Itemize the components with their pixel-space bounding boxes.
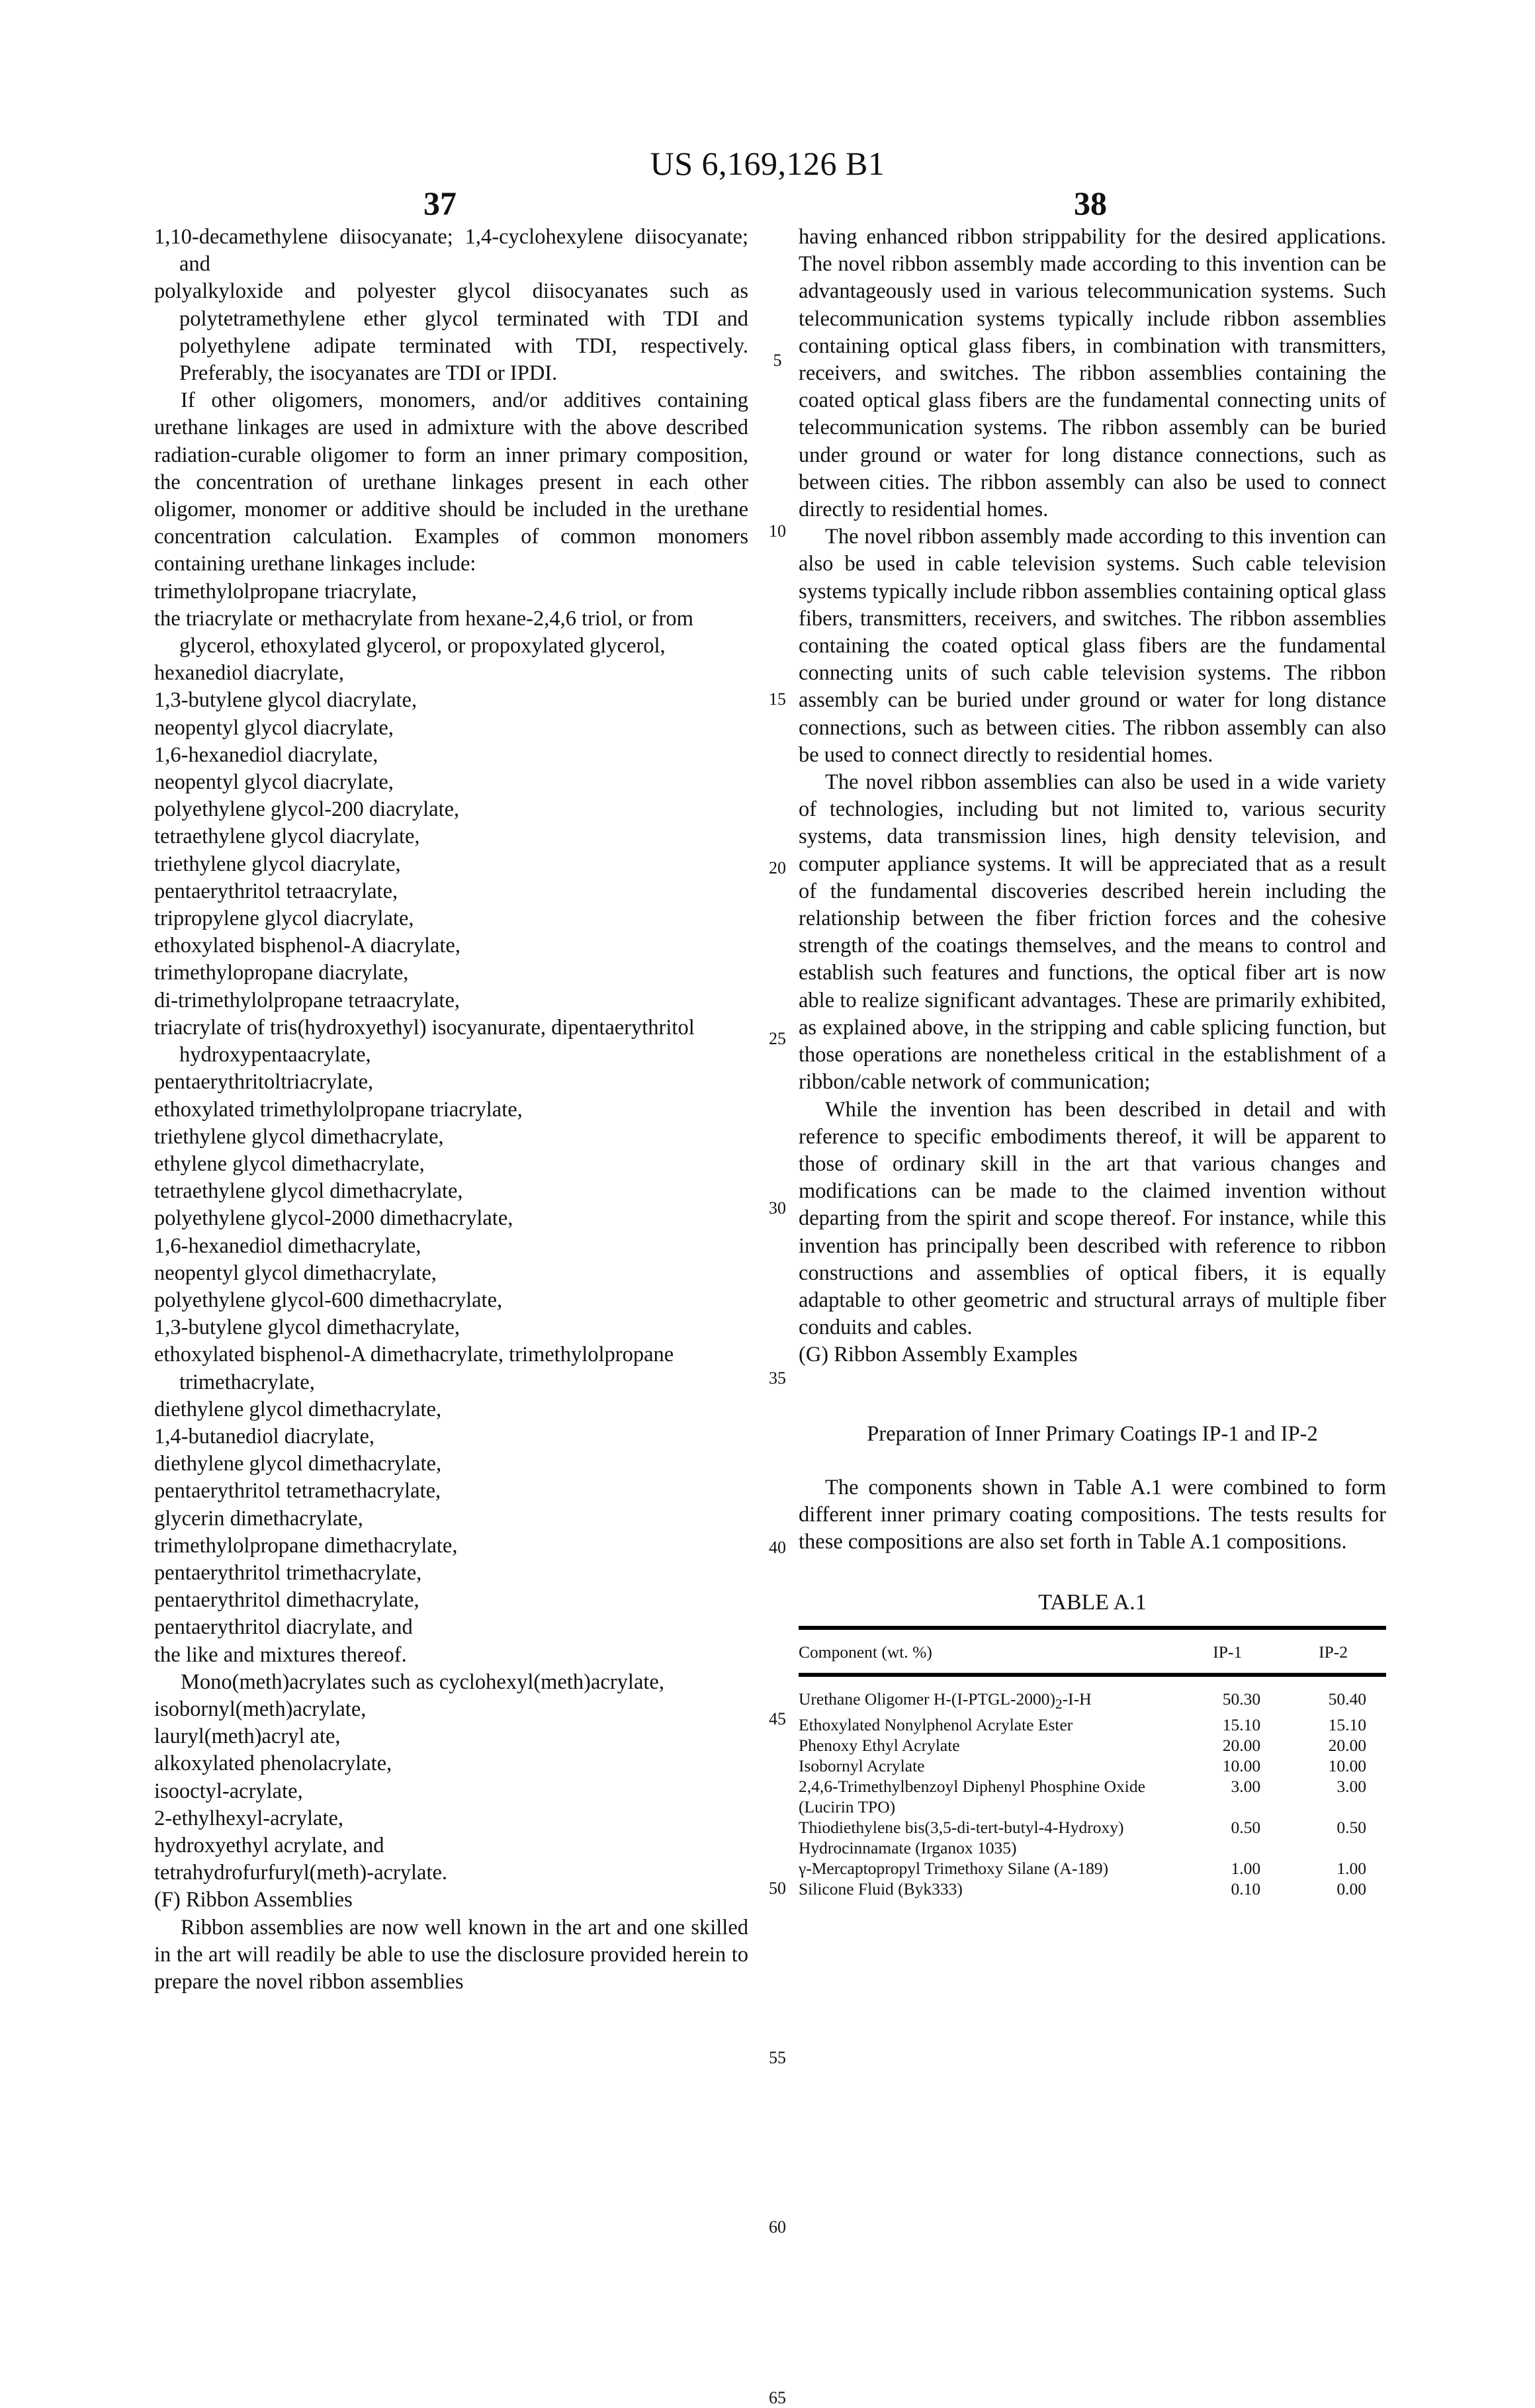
cell-ip1: 3.00 bbox=[1231, 1776, 1261, 1796]
table-row bbox=[799, 1776, 1386, 1817]
list-item: pentaerythritol trimethacrylate, bbox=[154, 1560, 422, 1585]
table-row bbox=[799, 1879, 1386, 1899]
cell-ip2: 50.40 bbox=[1328, 1689, 1366, 1709]
table-row bbox=[799, 1735, 1386, 1756]
cell-ip2: 3.00 bbox=[1337, 1776, 1366, 1796]
composition-table bbox=[799, 1626, 1386, 1899]
component-name: γ-Mercaptopropyl Trimethoxy Silane (A-189) bbox=[799, 1858, 1109, 1878]
paragraph-2: The novel ribbon assembly made according to this invention can also be used in cable television systems. Such cable television systems typically include ribbon assemblies containing optical glass fibers, transmitters, receivers, and switches. The ribbon assemblies containing the coated optical glass fibers are the fundamental connecting units of such cable television systems. The ribbon assembly can be buried under ground or water for long distance connections, such as between cities. The ribbon assembly can also be used to connect directly to residential homes. bbox=[799, 525, 1386, 767]
list-item: triethylene glycol diacrylate, bbox=[154, 852, 401, 876]
list-item: polyalkyloxide and polyester glycol diisocyanates such as polytetramethylene ether glycol terminated with TDI and polyethylene adipate terminated with TDI, respectively. Preferably, the isocyanates are TDI or IPDI. bbox=[154, 279, 748, 386]
cell-component bbox=[799, 1675, 1174, 1715]
component-name: 2,4,6-Trimethylbenzoyl Diphenyl Phosphine Oxide (Lucirin TPO) bbox=[799, 1776, 1145, 1816]
table-row bbox=[799, 1715, 1386, 1735]
header-ip1: IP-1 bbox=[1213, 1642, 1243, 1662]
line-number: 30 bbox=[769, 1198, 786, 1218]
column-number-left: 37 bbox=[423, 185, 457, 222]
subheading-preparation: Preparation of Inner Primary Coatings IP-1 and IP-2 bbox=[867, 1421, 1318, 1446]
line-number: 15 bbox=[769, 689, 786, 709]
line-number: 50 bbox=[769, 1878, 786, 1898]
cell-ip2: 15.10 bbox=[1328, 1715, 1366, 1734]
list-item: trimethylolpropane triacrylate, bbox=[154, 579, 417, 603]
cell-component bbox=[799, 1858, 1174, 1879]
line-number: 20 bbox=[769, 858, 786, 877]
list-item: triacrylate of tris(hydroxyethyl) isocyanurate, dipentaerythritol hydroxypentaacrylate, bbox=[154, 1015, 695, 1067]
cell-ip2: 0.50 bbox=[1337, 1817, 1366, 1837]
cell-component bbox=[799, 1817, 1174, 1858]
cell-ip2: 20.00 bbox=[1328, 1735, 1366, 1755]
line-number: 25 bbox=[769, 1029, 786, 1048]
list-item: trimethylopropane diacrylate, bbox=[154, 961, 409, 985]
list-item: diethylene glycol dimethacrylate, bbox=[154, 1452, 442, 1476]
monomer-list bbox=[154, 578, 748, 1669]
list-item: tripropylene glycol diacrylate, bbox=[154, 907, 414, 931]
column-number-right: 38 bbox=[1074, 185, 1107, 222]
cell-component bbox=[799, 1879, 1174, 1899]
cell-ip1: 1.00 bbox=[1231, 1858, 1261, 1878]
cell-component bbox=[799, 1756, 1174, 1776]
list-item: ethoxylated bisphenol-A diacrylate, bbox=[154, 934, 460, 958]
cell-ip1: 15.10 bbox=[1222, 1715, 1261, 1734]
line-number: 45 bbox=[769, 1709, 786, 1728]
list-item: pentaerythritoltriacrylate, bbox=[154, 1070, 374, 1094]
patent-number: US 6,169,126 B1 bbox=[650, 145, 885, 182]
list-item: 1,10-decamethylene diisocyanate; 1,4-cyclohexylene diisocyanate; and bbox=[154, 225, 748, 277]
list-item: 2-ethylhexyl-acrylate, bbox=[154, 1806, 344, 1830]
paragraph-4: While the invention has been described in detail and with reference to specific embodiments thereof, it will be apparent to those of ordinary skill in the art that various changes and modifications can be made to the claimed invention without departing from the spirit and scope thereof. For instance, while this invention has principally been described with reference to ribbon constructions and assemblies of optical fibers, it is equally adaptable to other geometric and structural arrays of multiple fiber conduits and cables. bbox=[799, 1097, 1386, 1340]
cell-component bbox=[799, 1776, 1174, 1817]
line-number: 40 bbox=[769, 1537, 786, 1557]
component-name: Silicone Fluid (Byk333) bbox=[799, 1879, 963, 1898]
paragraph-urethane: If other oligomers, monomers, and/or additives containing urethane linkages are used in admixture with the above described radiation-curable oligomer to form an inner primary composition, the concentration of urethane linkages present in each other oligomer, monomer or additive should be included in the urethane concentration calculation. Examples of common monomers containing urethane linkages include: bbox=[154, 388, 748, 576]
cell-ip2: 10.00 bbox=[1328, 1756, 1366, 1775]
component-name: Phenoxy Ethyl Acrylate bbox=[799, 1735, 960, 1755]
list-item: 1,6-hexanediol dimethacrylate, bbox=[154, 1233, 421, 1258]
mono-list bbox=[154, 1696, 748, 1887]
cell-component bbox=[799, 1735, 1174, 1756]
component-name: Urethane Oligomer H-(I-PTGL-2000) bbox=[799, 1689, 1056, 1709]
paragraph-1: having enhanced ribbon strippability for the desired applications. The novel ribbon assembly made according to this invention can be advantageously used in various telecommunication systems. Such telecommunication systems typically include ribbon assemblies containing optical glass fibers, in combination with transmitters, receivers, and switches. The ribbon assemblies containing the coated optical glass fibers are the fundamental connecting units of telecommunication systems. The ribbon assembly can be buried under ground or water for long distance connections, such as between cities. The ribbon assembly can also be used to connect directly to residential homes. bbox=[799, 225, 1386, 522]
list-item: tetrahydrofurfuryl(meth)-acrylate. bbox=[154, 1861, 448, 1885]
list-item: neopentyl glycol diacrylate, bbox=[154, 770, 394, 795]
line-number: 10 bbox=[769, 521, 786, 541]
paragraph-section-f: Ribbon assemblies are now well known in the art and one skilled in the art will readily be able to use the disclosure provided herein to prepare the novel ribbon assemblies bbox=[154, 1915, 748, 1994]
line-number: 65 bbox=[769, 2388, 786, 2408]
paragraph-mono: Mono(meth)acrylates such as cyclohexyl(meth)acrylate, bbox=[181, 1670, 664, 1694]
cell-ip2: 0.00 bbox=[1337, 1879, 1366, 1898]
list-item: neopentyl glycol diacrylate, bbox=[154, 715, 394, 740]
line-number: 55 bbox=[769, 2048, 786, 2067]
component-name-tail: -I-H bbox=[1062, 1689, 1092, 1709]
cell-ip1: 50.30 bbox=[1222, 1689, 1261, 1709]
list-item: lauryl(meth)acryl ate, bbox=[154, 1724, 341, 1749]
list-item: the triacrylate or methacrylate from hexane-2,4,6 triol, or from glycerol, ethoxylated glycerol, or propoxylated glycerol, bbox=[154, 606, 693, 658]
cell-ip1: 0.50 bbox=[1231, 1817, 1261, 1837]
list-item: hexanediol diacrylate, bbox=[154, 661, 344, 686]
cell-ip1: 0.10 bbox=[1231, 1879, 1261, 1898]
list-item: isobornyl(meth)acrylate, bbox=[154, 1697, 367, 1721]
component-name: Ethoxylated Nonylphenol Acrylate Ester bbox=[799, 1715, 1073, 1734]
list-item: triethylene glycol dimethacrylate, bbox=[154, 1124, 444, 1149]
left-column bbox=[154, 224, 748, 1996]
list-item: polyethylene glycol-200 diacrylate, bbox=[154, 797, 460, 822]
list-item: alkoxylated phenolacrylate, bbox=[154, 1752, 392, 1776]
cell-ip2: 1.00 bbox=[1337, 1858, 1366, 1878]
section-heading-g: (G) Ribbon Assembly Examples bbox=[799, 1343, 1078, 1367]
list-item: tetraethylene glycol dimethacrylate, bbox=[154, 1179, 463, 1204]
list-item: hydroxyethyl acrylate, and bbox=[154, 1833, 384, 1857]
table-title: TABLE A.1 bbox=[1038, 1590, 1147, 1615]
list-item: diethylene glycol dimethacrylate, bbox=[154, 1397, 442, 1421]
cell-component bbox=[799, 1715, 1174, 1735]
table-row bbox=[799, 1675, 1386, 1715]
paragraph-3: The novel ribbon assemblies can also be used in a wide variety of technologies, including but not limited to, various security systems, data transmission lines, high density television, and computer appliance systems. It will be appreciated that as a result of the fundamental discoveries described herein including the relationship between the fiber friction forces and the cohesive strength of the coatings themselves, and the means to control and establish such features and functions, the optical fiber art is now able to realize significant advantages. These are primarily exhibited, as explained above, in the stripping and cable splicing function, but those operations are nonetheless critical in the establishment of a ribbon/cable network of communication; bbox=[799, 770, 1386, 1094]
line-number: 5 bbox=[773, 351, 782, 370]
paragraph-5: The components shown in Table A.1 were combined to form different inner primary coating compositions. The tests results for these compositions are also set forth in Table A.1 compositions. bbox=[799, 1475, 1386, 1554]
list-item: polyethylene glycol-2000 dimethacrylate, bbox=[154, 1206, 513, 1231]
list-item: pentaerythritol tetraacrylate, bbox=[154, 879, 398, 903]
header-component: Component (wt. %) bbox=[799, 1642, 932, 1662]
section-heading-f: (F) Ribbon Assemblies bbox=[154, 1888, 353, 1912]
table-row bbox=[799, 1858, 1386, 1879]
list-item: tetraethylene glycol diacrylate, bbox=[154, 825, 420, 849]
cell-ip1: 20.00 bbox=[1222, 1735, 1261, 1755]
header-ip2: IP-2 bbox=[1319, 1642, 1348, 1662]
table-row bbox=[799, 1756, 1386, 1776]
list-item: 1,3-butylene glycol dimethacrylate, bbox=[154, 1315, 460, 1340]
component-name: Thiodiethylene bis(3,5-di-tert-butyl-4-Hydroxy) Hydrocinnamate (Irganox 1035) bbox=[799, 1817, 1124, 1857]
table-header-row bbox=[799, 1628, 1386, 1675]
line-number: 60 bbox=[769, 2217, 786, 2237]
table-row bbox=[799, 1817, 1386, 1858]
list-item: glycerin dimethacrylate, bbox=[154, 1506, 363, 1531]
list-item: trimethylolpropane dimethacrylate, bbox=[154, 1533, 458, 1558]
list-item: isooctyl-acrylate, bbox=[154, 1779, 303, 1803]
list-item: 1,6-hexanediol diacrylate, bbox=[154, 742, 378, 767]
right-column bbox=[799, 224, 1386, 1899]
list-item: pentaerythritol tetramethacrylate, bbox=[154, 1479, 441, 1503]
line-number: 35 bbox=[769, 1368, 786, 1388]
list-item: ethylene glycol dimethacrylate, bbox=[154, 1151, 425, 1176]
list-item: ethoxylated bisphenol-A dimethacrylate, trimethylolpropane trimethacrylate, bbox=[154, 1343, 674, 1394]
list-item: pentaerythritol dimethacrylate, bbox=[154, 1588, 419, 1613]
cell-ip1: 10.00 bbox=[1222, 1756, 1261, 1775]
list-item: neopentyl glycol dimethacrylate, bbox=[154, 1261, 437, 1285]
list-item: ethoxylated trimethylolpropane triacrylate, bbox=[154, 1097, 523, 1122]
list-item: polyethylene glycol-600 dimethacrylate, bbox=[154, 1288, 503, 1312]
list-item: di-trimethylolpropane tetraacrylate, bbox=[154, 988, 460, 1012]
component-subscript: 2 bbox=[1055, 1695, 1063, 1712]
list-item: 1,3-butylene glycol diacrylate, bbox=[154, 688, 417, 713]
list-item: 1,4-butanediol diacrylate, bbox=[154, 1424, 374, 1449]
list-item: the like and mixtures thereof. bbox=[154, 1642, 407, 1667]
component-name: Isobornyl Acrylate bbox=[799, 1756, 925, 1775]
list-item: pentaerythritol diacrylate, and bbox=[154, 1615, 413, 1640]
